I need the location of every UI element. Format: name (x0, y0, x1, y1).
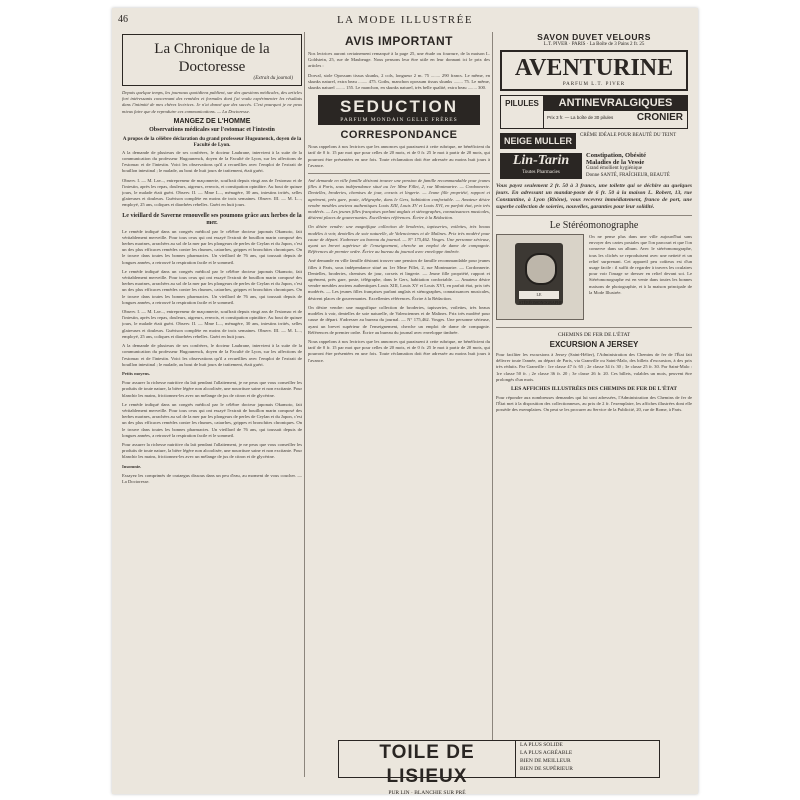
stereo-article (496, 234, 692, 305)
pilules-maker: CRONIER (636, 112, 683, 123)
column-rule (304, 32, 305, 777)
chronicle-title: La Chronique de la Doctoresse (154, 41, 270, 75)
seduction-subtitle: PARFUM MONDAIN GELLE FRÈRES (340, 117, 458, 124)
lin-line-4: Donne SANTÉ, FRAÎCHEUR, BEAUTÉ (586, 172, 670, 178)
savon-title: SAVON DUVET VELOURS (537, 32, 651, 42)
stereo-title: Le Stéréomonographe (549, 220, 639, 231)
journal-header: LA MODE ILLUSTRÉE (336, 14, 474, 26)
aventurine-ad (500, 50, 688, 91)
pilules-ad (500, 95, 688, 129)
lin-line-2: Maladies de la Vessie (586, 158, 645, 166)
section-subtitle: Observations médicales sur l'estomac et l'intestin (149, 126, 275, 133)
correspondance-body: Nous rappelons à nos lectrices que les annonces qui paraissent à cette rubrique, ne bénéficient du tarif de 0 fr. 15 par mot que pour celles de 20 mots, et de 0 fr. 25 le mot à partir de 20 mots, qui pourront être présentées en une fois. Toute réclamation doit être adressée au moins huit jours à l'avance. (308, 144, 490, 168)
stereo-body: On ne pense plus dans une ville aujourd'hui sans envoyer des cartes postales que l'on parcourt et que l'on conserve dans un album. Avec le stéréomonographe, tous les clichés se reproduisent avec une netteté et un relief surprenant. Cet appareil peu coûteux est d'un usage facile : il suffit de regarder à travers les oculaires pour voir l'image se dresser en relief devant soi. Le Stéréomonographe est en vente dans toutes les bonnes maisons de photographie, et à la maison principale de la Mode Illustrée. (589, 234, 692, 295)
seduction-title: SEDUCTION (339, 97, 459, 117)
section-subtitle-2: A propos de la célèbre déclaration du grand professeur Hugounenck, doyen de la Faculté de Lyon. (122, 135, 302, 148)
section-body: A la demande de plusieurs de ses confrères, le docteur Laubrane, intervient à la suite de la communication du professeur Hugounenck, doyen de la Faculté de Lyon, sur les affections de l'estomac et de l'intestin. Voici les observations qu'il a recueillies avec l'emploi de l'extrait de bouillon intestinal ; le malade, au bout de huit jours de traitement, était guéri. (122, 149, 302, 174)
petits-moyens-body-2: Le remède indiqué dans un congrès médical par le célèbre docteur japonais Okamoto, fait véritablement merveille. Pour tous ceux qui ont essayé l'extrait de bouillon marin composé des herbes marines, arrachées au sol de la mer par les plongeurs de perles de Ceylan et du Japon, c'est un des plus efficaces remèdes contre les rhumes, catarrhes, grippes et bronchites chroniques. On le trouve dans toutes les bonnes pharmacies. Un vieillard de 76 ans, qui toussait depuis de longues années, a retrouvé la respiration facile et le sommeil. (122, 401, 302, 438)
lens-icon (525, 253, 557, 285)
section-body-2d: A la demande de plusieurs de ses confrères, le docteur Laubrane, intervient à la suite de la communication du professeur Hugounenck, doyen de la Faculté de Lyon, sur les affections de l'estomac et de l'intestin. Voici les observations qu'il a recueillies avec l'emploi de l'extrait de bouillon intestinal ; le malade, au bout de huit jours de traitement, était guéri. (122, 343, 302, 367)
lin-tarin-logo-box (500, 153, 582, 179)
classified-ads: Ané demande en ville famille désirant trouver une pension de famille recommandable pour jeunes filles à Paris, sous indépendance situé au 1er Mme Fillet, 2, rue Montmartre. — Cordonnerie. Dentelles, broderies, chemises de jour, corsets et lingerie. — Jeune fille propriété, rapport et agrément, près gare, poste, télégraphe, dans le Gers, habitation confortable. — Amateur désire vendre meubles anciens authentiques Louis XIII, Louis XV et Louis XVI, en parfait état, prix très modérés. — Les jeunes filles françaises parlant anglais et sténographes, connaissances musicales, désirent places de gouvernantes. Excellentes références. Écrire à la Rédaction. (308, 178, 490, 221)
lin-line-3: Grand émollient hygiénique (586, 166, 643, 171)
affiches-title: LES AFFICHES ILLUSTRÉES DES CHEMINS DE FER DE L'ÉTAT (510, 386, 678, 393)
pilules-main: ANTINEVRALGIQUES (544, 96, 687, 111)
petits-moyens-title: Petits moyens. (122, 370, 151, 376)
seduction-ad (318, 95, 480, 125)
railway-body: Pour faciliter les excursions à Jersey (Saint-Hélier), l'Administration des Chemins de fer de l'État fait délivrer toute l'année, au départ de Paris, via Granville ou Saint-Malo, des billets d'excursion, à des prix très réduits. Par Granville : 1re classe 47 fr. 65 ; 2e classe 34 fr. 30 ; 3e classe 25 fr. 30. Par Saint-Malo : 1re classe 50 fr. ; 2e classe 36 fr. 20 ; 3e classe 26 fr. 20. Ces billets, valables un mois, peuvent être prolongés d'un mois. (496, 352, 692, 382)
avis-title: AVIS IMPORTANT (345, 34, 453, 48)
neige-title: NEIGE MULLER (500, 133, 576, 149)
affiches-body: Pour répondre aux nombreuses demandes qui lui sont adressées, l'Administration des Chemins de fer de l'État met à la disposition des collectionneurs, au prix de 2 fr. l'exemplaire, les affiches illustrées dont elle possède des exemplaires. On peut se les procurer au Service de la Publicité, 20, rue de Rome, à Paris. (496, 395, 692, 413)
lin-tarin-logo: Lin-Tarin (512, 153, 570, 168)
avis-price-list: Dorval, stole Opossum tissus skunks, 2 cols, longueur 2 m. 75 ........ 290 francs. Le même, en skunks naturel, extra beau ........ 475. Goths, manchon opossum tissus skunks ........ 75. Le même, skunks naturel ........ 155. Le manchon, en skunks naturel, très belle qualité, extra beau ........ 300. (308, 72, 490, 91)
classified-ads-2: On désire vendre: une magnifique collection de broderies, tapisseries, voilettes, très beaux modèles à voir, dentelles de soie naturelle, de Valenciennes et de Malines. Prix très modéré pour cause de départ. S'adresser au bureau du journal. — N° 175,462. Vosges. Une personne sérieuse, ayant un brevet supérieur de l'enseignement, cherche un emploi de dame de compagnie. Références de premier ordre. Écrire au bureau du journal avec enveloppe timbrée. (308, 224, 490, 255)
pilules-maker-row (544, 111, 687, 125)
toile-claim-1: LA PLUS SOLIDE (520, 742, 563, 748)
stereo-device-illustration (496, 234, 584, 320)
insomnie-title: Insomnie. (122, 463, 142, 469)
neige-muller-ad (500, 133, 688, 149)
savon-subtitle: L.T. PIVER · PARIS · La Boîte de 3 Pains 2 fr. 25 (543, 42, 645, 47)
divider (496, 327, 692, 328)
pilules-label: PILULES (501, 96, 544, 128)
insomnie-body: Essayez les comprimés de crataegus dissous dans un peu d'eau, au moment de vous coucher. — La Doctoresse. (122, 472, 302, 484)
magazine-page (112, 8, 698, 794)
section-body-2: Le remède indiqué dans un congrès médical par le célèbre docteur japonais Okamoto, fait véritablement merveille. Pour tous ceux qui ont essayé l'extrait de bouillon marin composé des herbes marines, arrachées au sol de la mer par les plongeurs de perles de Ceylan et du Japon, c'est un des plus efficaces remèdes contre les rhumes, catarrhes, grippes et bronchites chroniques. On le trouve dans toutes les bonnes pharmacies. Un vieillard de 76 ans, qui toussait depuis de longues années, a retrouvé la respiration facile et le sommeil. (122, 228, 302, 265)
section-title: MANGEZ DE L'HOMME (173, 117, 251, 125)
section-body-2b: Le remède indiqué dans un congrès médical par le célèbre docteur japonais Okamoto, fait véritablement merveille. Pour tous ceux qui ont essayé l'extrait de bouillon marin composé des herbes marines, arrachées au sol de la mer par les plongeurs de perles de Ceylan et du Japon, c'est un des plus efficaces remèdes contre les rhumes, catarrhes, grippes et bronchites chroniques. On le trouve dans toutes les bonnes pharmacies. Un vieillard de 76 ans, qui toussait depuis de longues années, a retrouvé la respiration facile et le sommeil. (122, 268, 302, 305)
chronicle-subtitle: (Extrait du journal) (253, 76, 293, 81)
pilules-note: Prix 3 fr. — La boîte de 30 pilules (547, 115, 614, 120)
toile-claim-4: BIEN DE SUPÉRIEUR (520, 766, 573, 772)
section-title-2: Le vieillard de Saverne renouvelle ses poumons grâce aux herbes de la mer. (122, 212, 302, 226)
column-rule (492, 32, 493, 777)
toile-title: TOILE DE LISIEUX (379, 742, 475, 787)
railway-title: EXCURSION A JERSEY (549, 340, 639, 349)
toile-claim-2: LA PLUS AGRÉABLE (520, 750, 573, 756)
aventurine-title: AVENTURINE (514, 55, 674, 81)
toile-claims (515, 741, 659, 777)
aventurine-subtitle: PARFUM L.T. PIVER (562, 82, 626, 87)
classified-ads-4: On désire vendre: une magnifique collection de broderies, tapisseries, voilettes, très beaux modèles à voir, dentelles de soie naturelle, de Valenciennes et de Malines. Prix très modéré pour cause de départ. S'adresser au bureau du journal. — N° 175,462. Vosges. Une personne sérieuse, ayant un brevet supérieur de l'enseignement, cherche un emploi de dame de compagnie. Références de premier ordre. Écrire au bureau du journal avec enveloppe timbrée. (308, 304, 490, 335)
right-column (496, 32, 692, 784)
lin-tarin-subtitle: Toutes Pharmacies (522, 170, 560, 175)
avis-body: Nos lectrices auront certainement remarqué à la page 25, une étude ou fourrure, de la maison L. Goldstein, 25, rue de Maubeuge. Nous pensons leur être utile en leur donnant ici le prix des articles : (308, 51, 490, 69)
toile-de-lisieux-ad (338, 740, 660, 794)
petits-moyens-body-3: Pour assurer la richesse nutritive du lait pendant l'allaitement, je ne peux que vous conseiller les produits de toute nature, la bière légère non alcoolisée, une nourriture saine et non excitante. Pour blanchir les mains, frictionnez-les avec un mélange de jus de citron et de glycérine. (122, 441, 302, 460)
toile-claim-3: BIEN DE MEILLEUR (520, 758, 571, 764)
middle-column (308, 32, 490, 784)
chronicle-box (122, 34, 302, 86)
offer-body: Vous payez seulement 2 fr. 50 à 3 francs, une toilette qui se déchire au quelques jours. En adressant un mandat-poste de 6 fr. 50 à la maison L. Robert, 13, rue Constantine, à Lyon (Rhône), vous recevrez immédiatement, franco de port, une superbe collection de soieries, nouvelles, garanties pour leur solidité. (496, 183, 692, 210)
railway-head: CHEMINS DE FER DE L'ÉTAT (557, 332, 631, 338)
page-number: 46 (118, 14, 128, 25)
lin-tarin-ad (500, 153, 688, 179)
divider (496, 215, 692, 216)
stereo-label: LE STÉRÉOMONOGRAPHE (519, 292, 563, 305)
chronicle-intro: Depuis quelque temps, les journaux quotidiens publient, sur des questions médicales, des articles fort intéressants concernant des remèdes et formules dont j'ai voulu expérimenter les résultats dans l'intimité de mes chères lectrices. Je n'ai donné que des succès. C'est pourquoi je ne peux mieux faire que de reproduire ces communications. — La Doctoresse. (122, 90, 302, 114)
classified-ads-3: Ané demande en ville famille désirant trouver une pension de famille recommandable pour jeunes filles à Paris, sous indépendance situé au 1er Mme Fillet, 2, rue Montmartre. — Cordonnerie. Dentelles, broderies, chemises de jour, corsets et lingerie. — Jeune fille propriété, rapport et agrément, près gare, poste, télégraphe, dans le Gers, habitation confortable. — Amateur désire vendre meubles anciens authentiques Louis XIII, Louis XV et Louis XVI, en parfait état, prix très modérés. — Les jeunes filles françaises parlant anglais et sténographes, connaissances musicales, désirent places de gouvernantes. Excellentes références. Écrire à la Rédaction. (308, 258, 490, 301)
section-body-2c: Observ. I. — M. Lav..., entrepreneur de maçonnerie, souffrait depuis vingt ans de l'estomac et de l'intestin, après les repas, douleurs, aigreurs, renvois, et constipation opiniâtre. Au bout de quinze jours, le malade était guéri. Observ. II. — Mme L..., ménagère, 30 ans, intestins irrités, selles glaireuses et douleurs. Guérison complète en moins de trois semaines. Observ. III. — M. L..., employé, 25 ans, coliques et diarrhées rebelles. Guéri en huit jours. (122, 309, 302, 339)
classified-ads-5: Nous rappelons à nos lectrices que les annonces qui paraissent à cette rubrique, ne bénéficient du tarif de 0 fr. 15 par mot que pour celles de 20 mots, et de 0 fr. 25 le mot à partir de 20 mots, qui pourront être présentées en une fois. Toute réclamation doit être adressée au moins huit jours à l'avance. (308, 338, 490, 363)
divider (308, 173, 490, 174)
lin-line-1: Constipation, Obésité (586, 152, 646, 159)
section-observations: Observ. I. — M. Lav..., entrepreneur de maçonnerie, souffrait depuis vingt ans de l'estomac et de l'intestin, après les repas, douleurs, aigreurs, renvois, et constipation opiniâtre. Au bout de quinze jours, le malade était guéri. Observ. II. — Mme L..., ménagère, 30 ans, intestins irrités, selles glaireuses et douleurs. Guérison complète en moins de trois semaines. Observ. III. — M. L..., employé, 25 ans, coliques et diarrhées rebelles. Guéri en huit jours. (122, 177, 302, 208)
neige-subtitle: CRÈME IDÉALE POUR BEAUTÉ DU TEINT (580, 133, 677, 138)
correspondance-title: CORRESPONDANCE (340, 129, 458, 142)
toile-subtitle: PUR LIN · BLANCHIE SUR PRÉ (388, 790, 466, 794)
left-column (122, 32, 302, 784)
petits-moyens-body: Pour assurer la richesse nutritive du lait pendant l'allaitement, je ne peux que vous conseiller les produits de toute nature, la bière légère non alcoolisée, une nourriture saine et non excitante. Pour blanchir les mains, frictionnez-les avec un mélange de jus de citron et de glycérine. (122, 380, 302, 398)
